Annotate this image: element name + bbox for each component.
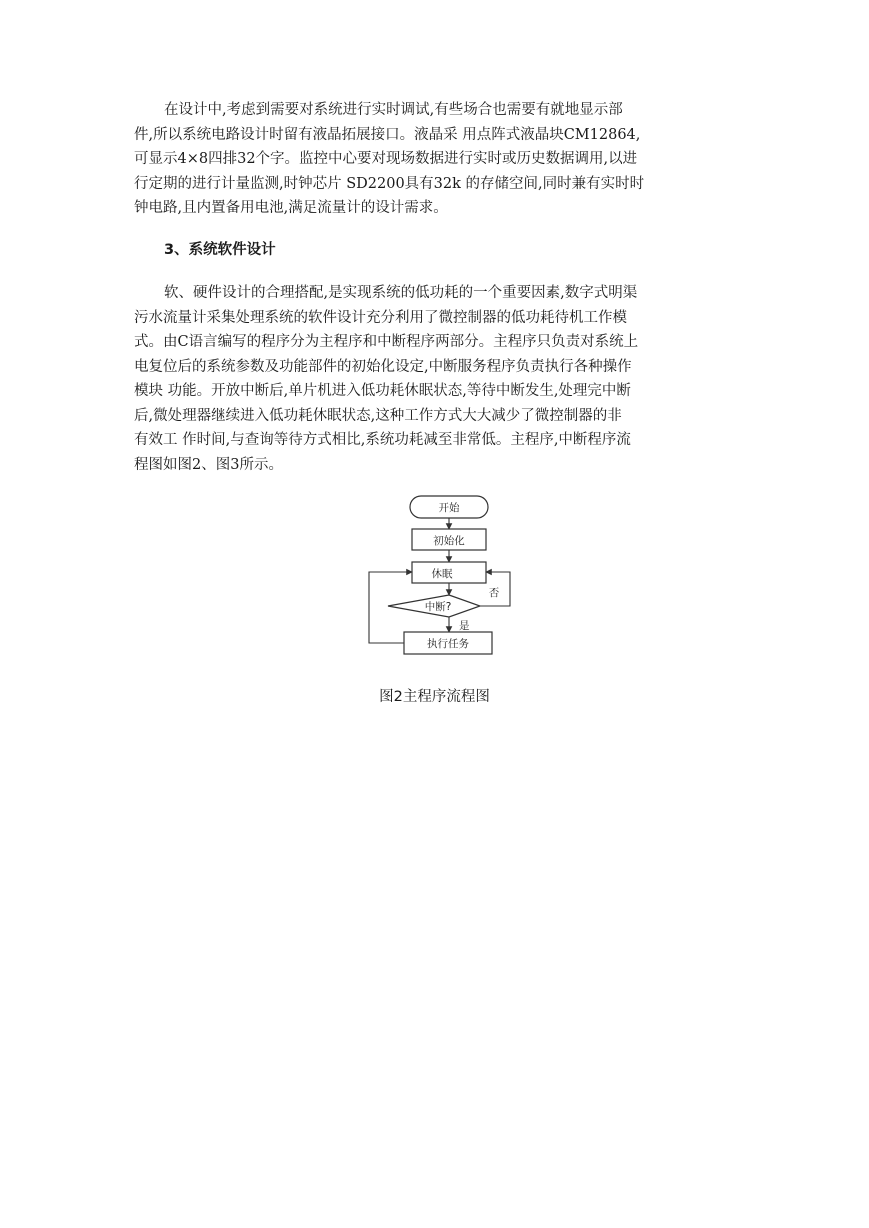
paragraph-line: 行定期的进行计量监测,时钟芯片 SD2200具有32k 的存储空间,同时兼有实时时 bbox=[134, 175, 645, 192]
yes-label: 是 bbox=[459, 620, 470, 632]
paragraph-line: 可显示4×8四排32个字。监控中心要对现场数据进行实时或历史数据调用,以进 bbox=[134, 151, 638, 167]
paragraph-line: 有效工 作时间,与查询等待方式相比,系统功耗减至非常低。主程序,中断程序流 bbox=[134, 432, 631, 448]
figure-caption: 图2主程序流程图 bbox=[379, 689, 490, 705]
paragraph-line: 模块 功能。开放中断后,单片机进入低功耗休眠状态,等待中断发生,处理完中断 bbox=[134, 383, 631, 399]
paragraph-line: 钟电路,且内置备用电池,满足流量计的设计需求。 bbox=[134, 200, 448, 216]
paragraph-line: 件,所以系统电路设计时留有液晶拓展接口。液晶采 用点阵式液晶块CM12864, bbox=[134, 126, 641, 143]
no-label: 否 bbox=[488, 587, 500, 599]
paragraph-line: 污水流量计采集处理系统的软件设计充分利用了微控制器的低功耗待机工作模 bbox=[134, 309, 627, 326]
start-label: 开始 bbox=[438, 502, 460, 514]
paragraph-line: 后,微处理器继续进入低功耗休眠状态,这种工作方式大大减少了微控制器的非 bbox=[134, 407, 622, 424]
paragraph-line: 式。由C语言编写的程序分为主程序和中断程序两部分。主程序只负责对系统上 bbox=[134, 334, 639, 350]
paragraph-software-design bbox=[134, 281, 740, 477]
init-label: 初始化 bbox=[433, 535, 465, 547]
paragraph-line: 程图如图2、图3所示。 bbox=[134, 456, 283, 473]
paragraph-line: 电复位后的系统参数及功能部件的初始化设定,中断服务程序负责执行各种操作 bbox=[134, 358, 632, 375]
paragraph-line: 在设计中,考虑到需要对系统进行实时调试,有些场合也需要有就地显示部 bbox=[164, 102, 623, 118]
sleep-label: 休眠 bbox=[431, 568, 453, 580]
main-program-flowchart bbox=[362, 490, 512, 660]
task-label: 执行任务 bbox=[427, 638, 469, 650]
paragraph-display-interface bbox=[134, 98, 740, 221]
paragraph-line: 软、硬件设计的合理搭配,是实现系统的低功耗的一个重要因素,数字式明渠 bbox=[164, 285, 638, 301]
section-heading: 3、系统软件设计 bbox=[164, 242, 276, 258]
decision-label: 中断? bbox=[424, 601, 452, 613]
